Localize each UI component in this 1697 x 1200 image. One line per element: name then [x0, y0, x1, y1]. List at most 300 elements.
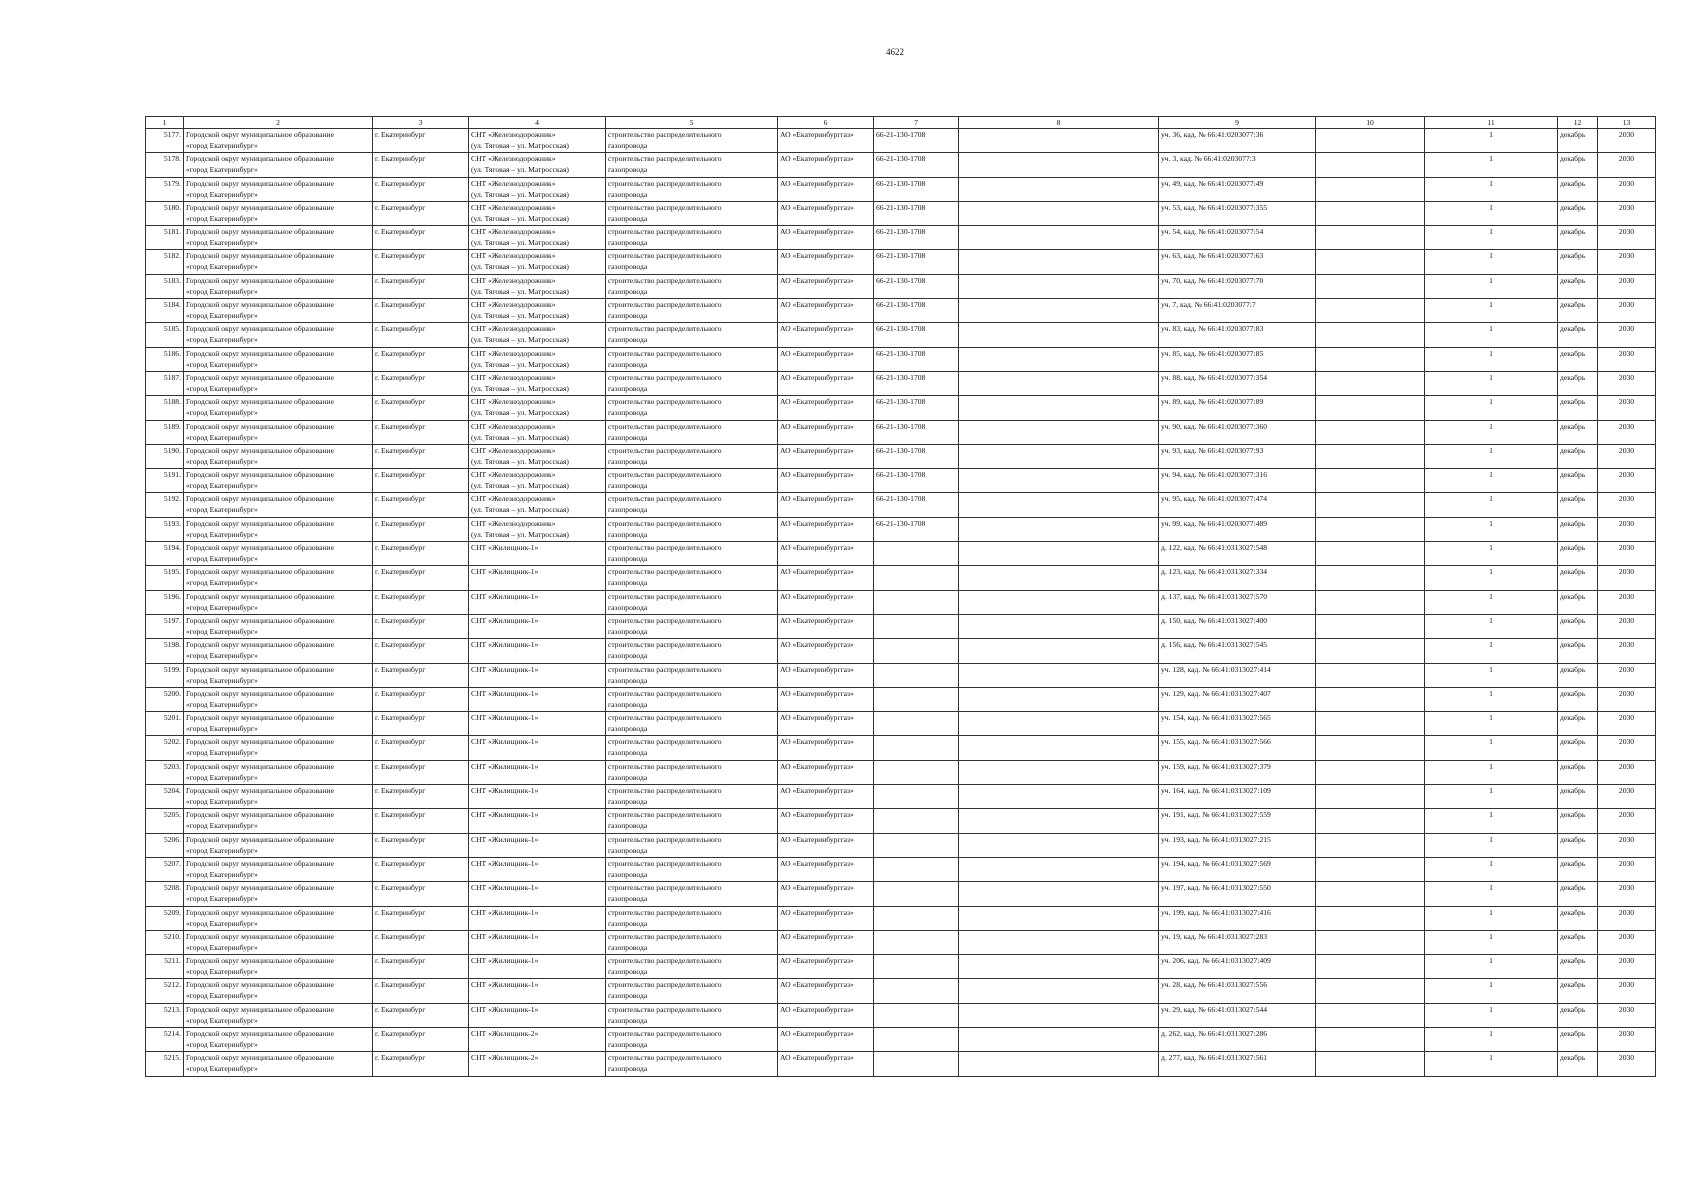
- row-number: 5191.: [146, 469, 184, 493]
- plot-cell: д. 156, кад. № 66:41:0313027:545: [1159, 639, 1316, 663]
- snt-line-1: СНТ «Жилищник-1»: [471, 640, 539, 650]
- snt-line-1: СНТ «Жилищник-1»: [471, 883, 539, 893]
- owner-cell: [184, 542, 373, 566]
- org-cell: АО «Екатеринбурггаз»: [778, 857, 874, 881]
- empty-cell-8: [959, 1027, 1159, 1051]
- empty-cell-8: [959, 299, 1159, 323]
- owner-line-2: «город Екатеринбург»: [186, 189, 258, 199]
- month-cell: декабрь: [1558, 177, 1598, 201]
- quantity-cell: 1: [1425, 930, 1558, 954]
- org-cell: АО «Екатеринбурггаз»: [778, 614, 874, 638]
- owner-line-2: «город Екатеринбург»: [186, 942, 258, 952]
- empty-cell-8: [959, 444, 1159, 468]
- plot-cell: д. 122, кад. № 66:41:0313027:548: [1159, 542, 1316, 566]
- row-number: 5188.: [146, 396, 184, 420]
- snt-cell: [469, 857, 606, 881]
- owner-cell: [184, 955, 373, 979]
- city-cell: г. Екатеринбург: [373, 493, 469, 517]
- work-line-1: строительство распределительного: [608, 931, 722, 941]
- owner-cell: [184, 153, 373, 177]
- row-number: 5202.: [146, 736, 184, 760]
- work-line-2: газопровода: [608, 748, 648, 758]
- plot-cell: уч. 63, кад. № 66:41:0203077:63: [1159, 250, 1316, 274]
- year-cell: 2030: [1598, 444, 1656, 468]
- row-number: 5196.: [146, 590, 184, 614]
- month-cell: декабрь: [1558, 590, 1598, 614]
- plot-cell: уч. 128, кад. № 66:41:0313027:414: [1159, 663, 1316, 687]
- plot-cell: уч. 199, кад. № 66:41:0313027:416: [1159, 906, 1316, 930]
- plot-cell: уч. 53, кад. № 66:41:0203077:355: [1159, 201, 1316, 225]
- month-cell: декабрь: [1558, 323, 1598, 347]
- owner-line-1: Городской округ муниципальное образование: [186, 761, 334, 771]
- month-cell: декабрь: [1558, 712, 1598, 736]
- owner-line-2: «город Екатеринбург»: [186, 238, 258, 248]
- quantity-cell: 1: [1425, 323, 1558, 347]
- work-cell: [606, 347, 778, 371]
- table-row: [146, 347, 1656, 371]
- year-cell: 2030: [1598, 274, 1656, 298]
- snt-line-1: СНТ «Жилищник-1»: [471, 834, 539, 844]
- code-cell: [874, 930, 959, 954]
- snt-line-1: СНТ «Железнодорожник»: [471, 445, 556, 455]
- owner-line-2: «город Екатеринбург»: [186, 967, 258, 977]
- snt-cell: [469, 323, 606, 347]
- table-row: [146, 444, 1656, 468]
- work-cell: [606, 639, 778, 663]
- snt-cell: [469, 760, 606, 784]
- snt-cell: [469, 663, 606, 687]
- work-cell: [606, 833, 778, 857]
- code-cell: 66-21-130-1708: [874, 469, 959, 493]
- work-cell: [606, 955, 778, 979]
- owner-cell: [184, 663, 373, 687]
- empty-cell-8: [959, 614, 1159, 638]
- owner-line-2: «город Екатеринбург»: [186, 311, 258, 321]
- owner-cell: [184, 347, 373, 371]
- org-cell: АО «Екатеринбурггаз»: [778, 517, 874, 541]
- month-cell: декабрь: [1558, 347, 1598, 371]
- month-cell: декабрь: [1558, 663, 1598, 687]
- city-cell: г. Екатеринбург: [373, 323, 469, 347]
- year-cell: 2030: [1598, 1052, 1656, 1076]
- snt-line-1: СНТ «Железнодорожник»: [471, 178, 556, 188]
- work-line-1: строительство распределительного: [608, 130, 722, 139]
- owner-cell: [184, 493, 373, 517]
- column-number-3: 3: [373, 117, 469, 129]
- org-cell: АО «Екатеринбурггаз»: [778, 809, 874, 833]
- work-line-1: строительство распределительного: [608, 834, 722, 844]
- snt-line-1: СНТ «Жилищник-1»: [471, 786, 539, 796]
- work-cell: [606, 177, 778, 201]
- org-cell: АО «Екатеринбурггаз»: [778, 371, 874, 395]
- work-cell: [606, 614, 778, 638]
- work-cell: [606, 1003, 778, 1027]
- empty-cell-8: [959, 201, 1159, 225]
- code-cell: 66-21-130-1708: [874, 129, 959, 153]
- org-cell: АО «Екатеринбурггаз»: [778, 347, 874, 371]
- empty-cell-8: [959, 712, 1159, 736]
- owner-line-1: Городской округ муниципальное образование: [186, 154, 334, 164]
- owner-line-1: Городской округ муниципальное образование: [186, 737, 334, 747]
- owner-cell: [184, 906, 373, 930]
- owner-line-1: Городской округ муниципальное образование: [186, 858, 334, 868]
- quantity-cell: 1: [1425, 542, 1558, 566]
- work-cell: [606, 542, 778, 566]
- owner-cell: [184, 1052, 373, 1076]
- work-line-2: газопровода: [608, 238, 648, 248]
- org-cell: АО «Екатеринбурггаз»: [778, 177, 874, 201]
- snt-cell: [469, 469, 606, 493]
- column-number-11: 11: [1425, 117, 1558, 129]
- work-line-1: строительство распределительного: [608, 591, 722, 601]
- row-number: 5183.: [146, 274, 184, 298]
- org-cell: АО «Екатеринбурггаз»: [778, 226, 874, 250]
- year-cell: 2030: [1598, 420, 1656, 444]
- month-cell: декабрь: [1558, 639, 1598, 663]
- empty-cell-10: [1316, 590, 1425, 614]
- owner-line-2: «город Екатеринбург»: [186, 408, 258, 418]
- owner-line-1: Городской округ муниципальное образование: [186, 397, 334, 407]
- owner-line-2: «город Екатеринбург»: [186, 651, 258, 661]
- owner-line-1: Городской округ муниципальное образование: [186, 688, 334, 698]
- snt-line-1: СНТ «Железнодорожник»: [471, 154, 556, 164]
- city-cell: г. Екатеринбург: [373, 1003, 469, 1027]
- owner-cell: [184, 566, 373, 590]
- owner-line-2: «город Екатеринбург»: [186, 894, 258, 904]
- owner-line-2: «город Екатеринбург»: [186, 869, 258, 879]
- owner-cell: [184, 420, 373, 444]
- month-cell: декабрь: [1558, 153, 1598, 177]
- org-cell: АО «Екатеринбурггаз»: [778, 712, 874, 736]
- row-number: 5205.: [146, 809, 184, 833]
- table-row: [146, 323, 1656, 347]
- snt-line-1: СНТ «Жилищник-1»: [471, 858, 539, 868]
- plot-cell: уч. 83, кад. № 66:41:0203077:83: [1159, 323, 1316, 347]
- code-cell: 66-21-130-1708: [874, 444, 959, 468]
- owner-line-2: «город Екатеринбург»: [186, 335, 258, 345]
- code-cell: [874, 1052, 959, 1076]
- empty-cell-8: [959, 153, 1159, 177]
- snt-cell: [469, 590, 606, 614]
- snt-line-1: СНТ «Жилищник-1»: [471, 713, 539, 723]
- code-cell: 66-21-130-1708: [874, 493, 959, 517]
- city-cell: г. Екатеринбург: [373, 760, 469, 784]
- table-row: [146, 663, 1656, 687]
- snt-cell: [469, 687, 606, 711]
- snt-cell: [469, 177, 606, 201]
- empty-cell-10: [1316, 785, 1425, 809]
- plot-cell: д. 123, кад. № 66:41:0313027:334: [1159, 566, 1316, 590]
- empty-cell-10: [1316, 542, 1425, 566]
- owner-cell: [184, 250, 373, 274]
- row-number: 5178.: [146, 153, 184, 177]
- city-cell: г. Екатеринбург: [373, 906, 469, 930]
- owner-line-1: Городской округ муниципальное образование: [186, 348, 334, 358]
- city-cell: г. Екатеринбург: [373, 833, 469, 857]
- work-line-1: строительство распределительного: [608, 1053, 722, 1063]
- work-cell: [606, 371, 778, 395]
- row-number: 5207.: [146, 857, 184, 881]
- page-number: 4622: [886, 47, 904, 57]
- city-cell: г. Екатеринбург: [373, 590, 469, 614]
- work-line-1: строительство распределительного: [608, 421, 722, 431]
- snt-line-1: СНТ «Железнодорожник»: [471, 348, 556, 358]
- org-cell: АО «Екатеринбурггаз»: [778, 906, 874, 930]
- empty-cell-8: [959, 542, 1159, 566]
- empty-cell-8: [959, 323, 1159, 347]
- column-number-7: 7: [874, 117, 959, 129]
- column-number-5: 5: [606, 117, 778, 129]
- owner-line-1: Городской округ муниципальное образование: [186, 543, 334, 553]
- month-cell: декабрь: [1558, 566, 1598, 590]
- work-cell: [606, 663, 778, 687]
- snt-line-1: СНТ «Железнодорожник»: [471, 421, 556, 431]
- table-row: [146, 371, 1656, 395]
- snt-line-1: СНТ «Железнодорожник»: [471, 202, 556, 212]
- empty-cell-10: [1316, 177, 1425, 201]
- snt-line-2: (ул. Тяговая – ул. Матросская): [471, 505, 569, 515]
- plot-cell: уч. 70, кад. № 66:41:0203077:70: [1159, 274, 1316, 298]
- snt-line-1: СНТ «Жилищник-2»: [471, 1053, 539, 1063]
- owner-line-1: Городской округ муниципальное образование: [186, 130, 334, 139]
- work-line-2: газопровода: [608, 311, 648, 321]
- work-cell: [606, 760, 778, 784]
- empty-cell-8: [959, 493, 1159, 517]
- plot-cell: уч. 129, кад. № 66:41:0313027:407: [1159, 687, 1316, 711]
- empty-cell-10: [1316, 323, 1425, 347]
- plot-cell: уч. 164, кад. № 66:41:0313027:109: [1159, 785, 1316, 809]
- table-row: [146, 1003, 1656, 1027]
- work-line-2: газопровода: [608, 141, 648, 150]
- month-cell: декабрь: [1558, 420, 1598, 444]
- work-line-1: строительство распределительного: [608, 664, 722, 674]
- work-line-1: строительство распределительного: [608, 883, 722, 893]
- empty-cell-8: [959, 347, 1159, 371]
- snt-cell: [469, 882, 606, 906]
- owner-line-2: «город Екатеринбург»: [186, 141, 258, 150]
- code-cell: 66-21-130-1708: [874, 177, 959, 201]
- city-cell: г. Екатеринбург: [373, 1052, 469, 1076]
- year-cell: 2030: [1598, 906, 1656, 930]
- row-number: 5201.: [146, 712, 184, 736]
- work-line-1: строительство распределительного: [608, 810, 722, 820]
- work-line-1: строительство распределительного: [608, 980, 722, 990]
- work-line-1: строительство распределительного: [608, 907, 722, 917]
- row-number: 5194.: [146, 542, 184, 566]
- owner-line-2: «город Екатеринбург»: [186, 432, 258, 442]
- empty-cell-8: [959, 760, 1159, 784]
- work-line-2: газопровода: [608, 797, 648, 807]
- org-cell: АО «Екатеринбурггаз»: [778, 955, 874, 979]
- owner-line-2: «город Екатеринбург»: [186, 724, 258, 734]
- row-number: 5208.: [146, 882, 184, 906]
- owner-cell: [184, 396, 373, 420]
- empty-cell-10: [1316, 226, 1425, 250]
- year-cell: 2030: [1598, 517, 1656, 541]
- empty-cell-10: [1316, 736, 1425, 760]
- snt-line-2: (ул. Тяговая – ул. Матросская): [471, 481, 569, 491]
- month-cell: декабрь: [1558, 930, 1598, 954]
- empty-cell-10: [1316, 712, 1425, 736]
- row-number: 5212.: [146, 979, 184, 1003]
- empty-cell-10: [1316, 1003, 1425, 1027]
- city-cell: г. Екатеринбург: [373, 153, 469, 177]
- snt-line-1: СНТ «Жилищник-1»: [471, 737, 539, 747]
- month-cell: декабрь: [1558, 226, 1598, 250]
- owner-line-2: «город Екатеринбург»: [186, 481, 258, 491]
- row-number: 5214.: [146, 1027, 184, 1051]
- row-number: 5189.: [146, 420, 184, 444]
- plot-cell: уч. 7, кад. № 66:41:0203077:7: [1159, 299, 1316, 323]
- table-row: [146, 226, 1656, 250]
- work-line-2: газопровода: [608, 991, 648, 1001]
- empty-cell-8: [959, 857, 1159, 881]
- owner-cell: [184, 760, 373, 784]
- table-row: [146, 590, 1656, 614]
- quantity-cell: 1: [1425, 1027, 1558, 1051]
- work-line-2: газопровода: [608, 1015, 648, 1025]
- snt-line-1: СНТ «Жилищник-1»: [471, 664, 539, 674]
- city-cell: г. Екатеринбург: [373, 201, 469, 225]
- empty-cell-8: [959, 663, 1159, 687]
- table-row: [146, 274, 1656, 298]
- snt-line-2: (ул. Тяговая – ул. Матросская): [471, 408, 569, 418]
- quantity-cell: 1: [1425, 299, 1558, 323]
- table-row: [146, 129, 1656, 153]
- year-cell: 2030: [1598, 469, 1656, 493]
- org-cell: АО «Екатеринбурггаз»: [778, 299, 874, 323]
- work-line-1: строительство распределительного: [608, 397, 722, 407]
- year-cell: 2030: [1598, 542, 1656, 566]
- org-cell: АО «Екатеринбурггаз»: [778, 639, 874, 663]
- owner-line-1: Городской округ муниципальное образование: [186, 445, 334, 455]
- snt-cell: [469, 736, 606, 760]
- snt-line-1: СНТ «Железнодорожник»: [471, 130, 556, 139]
- plot-cell: уч. 193, кад. № 66:41:0313027:215: [1159, 833, 1316, 857]
- work-line-2: газопровода: [608, 408, 648, 418]
- row-number: 5206.: [146, 833, 184, 857]
- empty-cell-8: [959, 250, 1159, 274]
- row-number: 5181.: [146, 226, 184, 250]
- work-line-2: газопровода: [608, 335, 648, 345]
- code-cell: [874, 906, 959, 930]
- code-cell: 66-21-130-1708: [874, 517, 959, 541]
- org-cell: АО «Екатеринбурггаз»: [778, 736, 874, 760]
- row-number: 5204.: [146, 785, 184, 809]
- owner-line-1: Городской округ муниципальное образование: [186, 980, 334, 990]
- empty-cell-10: [1316, 882, 1425, 906]
- city-cell: г. Екатеринбург: [373, 469, 469, 493]
- table-row: [146, 857, 1656, 881]
- row-number: 5197.: [146, 614, 184, 638]
- work-line-2: газопровода: [608, 189, 648, 199]
- code-cell: 66-21-130-1708: [874, 226, 959, 250]
- snt-line-2: (ул. Тяговая – ул. Матросская): [471, 456, 569, 466]
- city-cell: г. Екатеринбург: [373, 809, 469, 833]
- snt-line-2: (ул. Тяговая – ул. Матросская): [471, 432, 569, 442]
- owner-line-1: Городской округ муниципальное образование: [186, 591, 334, 601]
- year-cell: 2030: [1598, 371, 1656, 395]
- city-cell: г. Екатеринбург: [373, 347, 469, 371]
- owner-cell: [184, 614, 373, 638]
- code-cell: [874, 882, 959, 906]
- quantity-cell: 1: [1425, 760, 1558, 784]
- work-line-1: строительство распределительного: [608, 348, 722, 358]
- quantity-cell: 1: [1425, 687, 1558, 711]
- city-cell: г. Екатеринбург: [373, 639, 469, 663]
- code-cell: [874, 542, 959, 566]
- city-cell: г. Екатеринбург: [373, 614, 469, 638]
- code-cell: [874, 979, 959, 1003]
- row-number: 5185.: [146, 323, 184, 347]
- month-cell: декабрь: [1558, 250, 1598, 274]
- owner-line-1: Городской округ муниципальное образование: [186, 713, 334, 723]
- work-line-2: газопровода: [608, 626, 648, 636]
- column-number-13: 13: [1598, 117, 1656, 129]
- table-row: [146, 420, 1656, 444]
- city-cell: г. Екатеринбург: [373, 712, 469, 736]
- year-cell: 2030: [1598, 930, 1656, 954]
- quantity-cell: 1: [1425, 590, 1558, 614]
- snt-cell: [469, 1052, 606, 1076]
- snt-line-2: (ул. Тяговая – ул. Матросская): [471, 286, 569, 296]
- work-cell: [606, 930, 778, 954]
- work-line-1: строительство распределительного: [608, 275, 722, 285]
- month-cell: декабрь: [1558, 274, 1598, 298]
- row-number: 5215.: [146, 1052, 184, 1076]
- snt-line-2: (ул. Тяговая – ул. Матросская): [471, 383, 569, 393]
- owner-line-1: Городской округ муниципальное образование: [186, 615, 334, 625]
- month-cell: декабрь: [1558, 687, 1598, 711]
- owner-line-1: Городской округ муниципальное образование: [186, 786, 334, 796]
- empty-cell-8: [959, 687, 1159, 711]
- year-cell: 2030: [1598, 590, 1656, 614]
- city-cell: г. Екатеринбург: [373, 542, 469, 566]
- empty-cell-8: [959, 809, 1159, 833]
- plot-cell: уч. 95, кад. № 66:41:0203077:474: [1159, 493, 1316, 517]
- code-cell: [874, 712, 959, 736]
- org-cell: АО «Екатеринбурггаз»: [778, 590, 874, 614]
- empty-cell-10: [1316, 347, 1425, 371]
- snt-cell: [469, 785, 606, 809]
- work-line-1: строительство распределительного: [608, 202, 722, 212]
- city-cell: г. Екатеринбург: [373, 226, 469, 250]
- snt-cell: [469, 809, 606, 833]
- month-cell: декабрь: [1558, 882, 1598, 906]
- work-line-2: газопровода: [608, 481, 648, 491]
- owner-cell: [184, 639, 373, 663]
- city-cell: г. Екатеринбург: [373, 274, 469, 298]
- table-row: [146, 639, 1656, 663]
- empty-cell-10: [1316, 687, 1425, 711]
- quantity-cell: 1: [1425, 250, 1558, 274]
- plot-cell: уч. 206, кад. № 66:41:0313027:409: [1159, 955, 1316, 979]
- work-line-1: строительство распределительного: [608, 858, 722, 868]
- owner-line-1: Городской округ муниципальное образование: [186, 1053, 334, 1063]
- empty-cell-10: [1316, 1027, 1425, 1051]
- row-number: 5193.: [146, 517, 184, 541]
- empty-cell-8: [959, 274, 1159, 298]
- owner-line-1: Городской округ муниципальное образование: [186, 494, 334, 504]
- org-cell: АО «Екатеринбурггаз»: [778, 930, 874, 954]
- empty-cell-10: [1316, 129, 1425, 153]
- owner-line-1: Городской округ муниципальное образование: [186, 275, 334, 285]
- plot-cell: уч. 29, кад. № 66:41:0313027:544: [1159, 1003, 1316, 1027]
- month-cell: декабрь: [1558, 299, 1598, 323]
- owner-cell: [184, 590, 373, 614]
- snt-line-1: СНТ «Железнодорожник»: [471, 372, 556, 382]
- work-line-1: строительство распределительного: [608, 737, 722, 747]
